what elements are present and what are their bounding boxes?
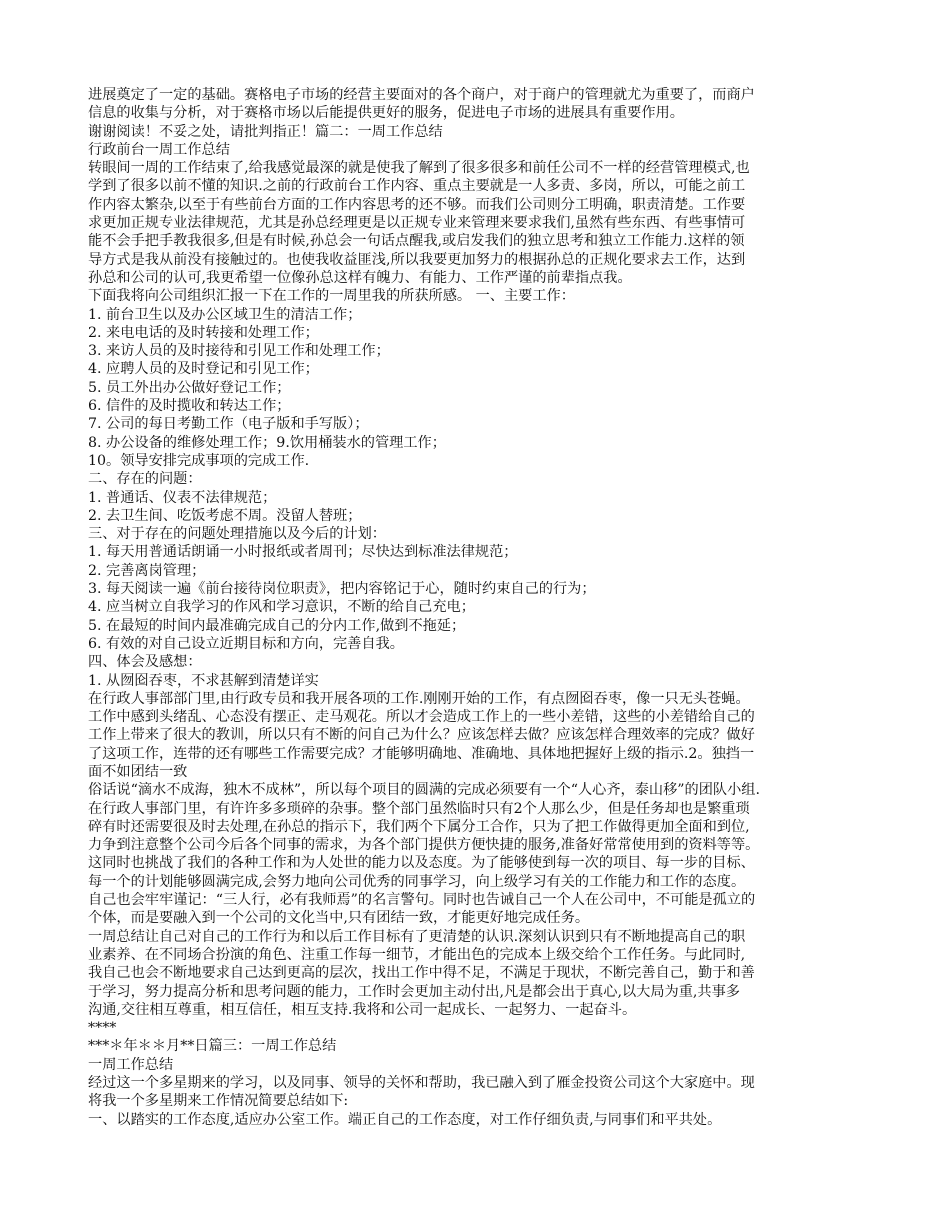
text-line: 10。领导安排完成事项的完成工作. — [88, 452, 310, 469]
text-line: 碎有时还需要很及时去处理,在孙总的指示下，我们两个下属分工合作，只为了把工作做得更加全面和到位, — [88, 818, 750, 835]
text-line: 三、对于存在的问题处理措施以及今后的计划： — [88, 526, 386, 543]
text-line: 工作上带来了很大的教训，所以只有不断的问自己为什么？应该怎样去做？应该怎样合理效率的完成？做好 — [88, 727, 755, 744]
text-line: 2. 去卫生间、吃饭考虑不周。没留人替班； — [88, 507, 362, 524]
document-body — [88, 86, 862, 1129]
text-line: 5. 员工外出办公做好登记工作； — [88, 379, 291, 396]
text-line: 了这项工作，连带的还有哪些工作需要完成？才能够明确地、准确地、具体地把握好上级的指示.2。独挡一 — [88, 745, 755, 762]
text-line: 谢谢阅读！不妥之处，请批判指正！篇二：一周工作总结 — [88, 123, 443, 140]
text-line: 每一个的计划能够圆满完成,会努力地向公司优秀的同事学习，向上级学习有关的工作能力和工作的态度。 — [88, 873, 746, 890]
text-line: **** — [88, 1020, 117, 1037]
text-line: 二、存在的问题： — [88, 471, 202, 488]
text-line: 信息的收集与分析，对于赛格市场以后能提供更好的服务，促进电子市场的进展具有重要作用。 — [88, 105, 684, 122]
text-line: 3. 来访人员的及时接待和引见工作和处理工作； — [88, 343, 390, 360]
text-line: 自己也会牢牢谨记：“三人行，必有我师焉”的名言警句。同时也告诫自己一个人在公司中，不可能是孤立的 — [88, 892, 756, 909]
text-line: 4. 应当树立自我学习的作风和学习意识，不断的给自己充电； — [88, 599, 475, 616]
text-line: 能不会手把手教我很多,但是有时候,孙总会一句话点醒我,或启发我们的独立思考和独立工作能力.这样的领 — [88, 233, 745, 250]
text-line: 孙总和公司的认可,我更希望一位像孙总这样有魄力、有能力、工作严谨的前辈指点我。 — [88, 269, 632, 286]
text-line: 将我一个多星期来工作情况简要总结如下: — [88, 1093, 349, 1110]
text-line: 6. 有效的对自己设立近期目标和方向，完善自我。 — [88, 635, 404, 652]
text-line: 一周总结让自己对自己的工作行为和以后工作目标有了更清楚的认识.深刻认识到只有不断地提高自己的职 — [88, 928, 746, 945]
text-line: 1. 普通话、仪表不法律规范； — [88, 489, 277, 506]
text-line: 行政前台一周工作总结 — [88, 141, 230, 158]
text-line: 导方式是我从前没有接触过的。也使我收益匪浅,所以我要更加努力的根据孙总的正规化要求去工作，达到 — [88, 251, 746, 268]
text-line: 在行政人事部门里，有许许多多琐碎的杂事。整个部门虽然临时只有2个人那么少，但是任务却也是繁重琐 — [88, 800, 750, 817]
text-line: 四、体会及感想： — [88, 654, 202, 671]
text-line: 个体，而是要融入到一个公司的文化当中,只有团结一致，才能更好地完成任务。 — [88, 910, 590, 927]
text-line: 下面我将向公司组织汇报一下在工作的一周里我的所获所感。 一、主要工作： — [88, 288, 575, 305]
text-line: 一周工作总结 — [88, 1056, 174, 1073]
text-line: 1. 前台卫生以及办公区域卫生的清洁工作； — [88, 306, 362, 323]
text-line: 业素养、在不同场合扮演的角色、注重工作每一细节，才能出色的完成本上级交给个工作任务。与此同时, — [88, 946, 746, 963]
text-line: 2. 来电电话的及时转接和处理工作； — [88, 324, 319, 341]
text-line: 工作中感到头绪乱、心态没有摆正、走马观花。所以才会造成工作上的一些小差错，这些的小差错给自己的 — [88, 709, 755, 726]
text-line: 面不如团结一致 — [88, 763, 188, 780]
text-line: 一、以踏实的工作态度,适应办公室工作。端正自己的工作态度，对工作仔细负责,与同事们和平共处。 — [88, 1111, 722, 1128]
text-line: ***＊年＊＊月**日篇三：一周工作总结 — [88, 1038, 337, 1055]
text-line: 力争到注意整个公司今后各个同事的需求，为各个部门提供方便快捷的服务,准备好常常使用到的资料等等。 — [88, 837, 760, 854]
text-line: 这同时也挑战了我们的各种工作和为人处世的能力以及态度。为了能够使到每一次的项目、每一步的目标、 — [88, 855, 755, 872]
text-line: 1. 每天用普通话朗诵一小时报纸或者周刊；尽快达到标准法律规范； — [88, 544, 518, 561]
text-line: 学到了很多以前不懂的知识.之前的行政前台工作内容、重点主要就是一人多责、多岗，所以，可能之前工 — [88, 178, 746, 195]
text-line: 我自己也会不断地要求自己达到更高的层次，找出工作中得不足，不满足于现状，不断完善自己，勤于和善 — [88, 965, 755, 982]
text-line: 5. 在最短的时间内最准确完成自己的分内工作,做到不拖延； — [88, 617, 466, 634]
text-line: 3. 每天阅读一遍《前台接待岗位职责》，把内容铭记于心，随时约束自己的行为； — [88, 581, 596, 598]
text-line: 作内容太繁杂,以至于有些前台方面的工作内容思考的还不够。而我们公司则分工明确，职责清楚。工作要 — [88, 196, 746, 213]
text-line: 2. 完善离岗管理； — [88, 562, 206, 579]
text-line: 1. 从囫囵吞枣，不求甚解到清楚详实 — [88, 672, 319, 689]
text-line: 6. 信件的及时揽收和转达工作； — [88, 398, 291, 415]
text-line: 经过这一个多星期来的学习，以及同事、领导的关怀和帮助，我已融入到了雁金投资公司这个大家庭中。现 — [88, 1075, 755, 1092]
text-line: 8. 办公设备的维修处理工作；9.饮用桶装水的管理工作； — [88, 434, 446, 451]
text-line: 求更加正规专业法律规范，尤其是孙总经理更是以正规专业来管理来要求我们,虽然有些东西、有些事情可 — [88, 215, 746, 232]
text-line: 进展奠定了一定的基础。赛格电子市场的经营主要面对的各个商户，对于商户的管理就尤为重要了，而商户 — [88, 87, 755, 103]
text-line: 7. 公司的每日考勤工作（电子版和手写版）； — [88, 416, 369, 433]
text-line: 4. 应聘人员的及时登记和引见工作； — [88, 361, 319, 378]
text-line: 转眼间一周的工作结束了,给我感觉最深的就是使我了解到了很多很多和前任公司不一样的经营管理模式,也 — [88, 160, 750, 177]
text-line: 在行政人事部部门里,由行政专员和我开展各项的工作.刚刚开始的工作，有点囫囵吞枣，像一只无头苍蝇。 — [88, 690, 750, 707]
text-line: 俗话说“滴水不成海，独木不成林”，所以每个项目的圆满的完成必须要有一个“人心齐，泰山移”的团队小组. — [88, 782, 760, 799]
text-line: 沟通,交往相互尊重，相互信任，相互支持.我将和公司一起成长、一起努力、一起奋斗。 — [88, 1001, 637, 1018]
text-line: 于学习，努力提高分析和思考问题的能力，工作时会更加主动付出,凡是都会出于真心,以大局为重,共事多 — [88, 983, 740, 1000]
